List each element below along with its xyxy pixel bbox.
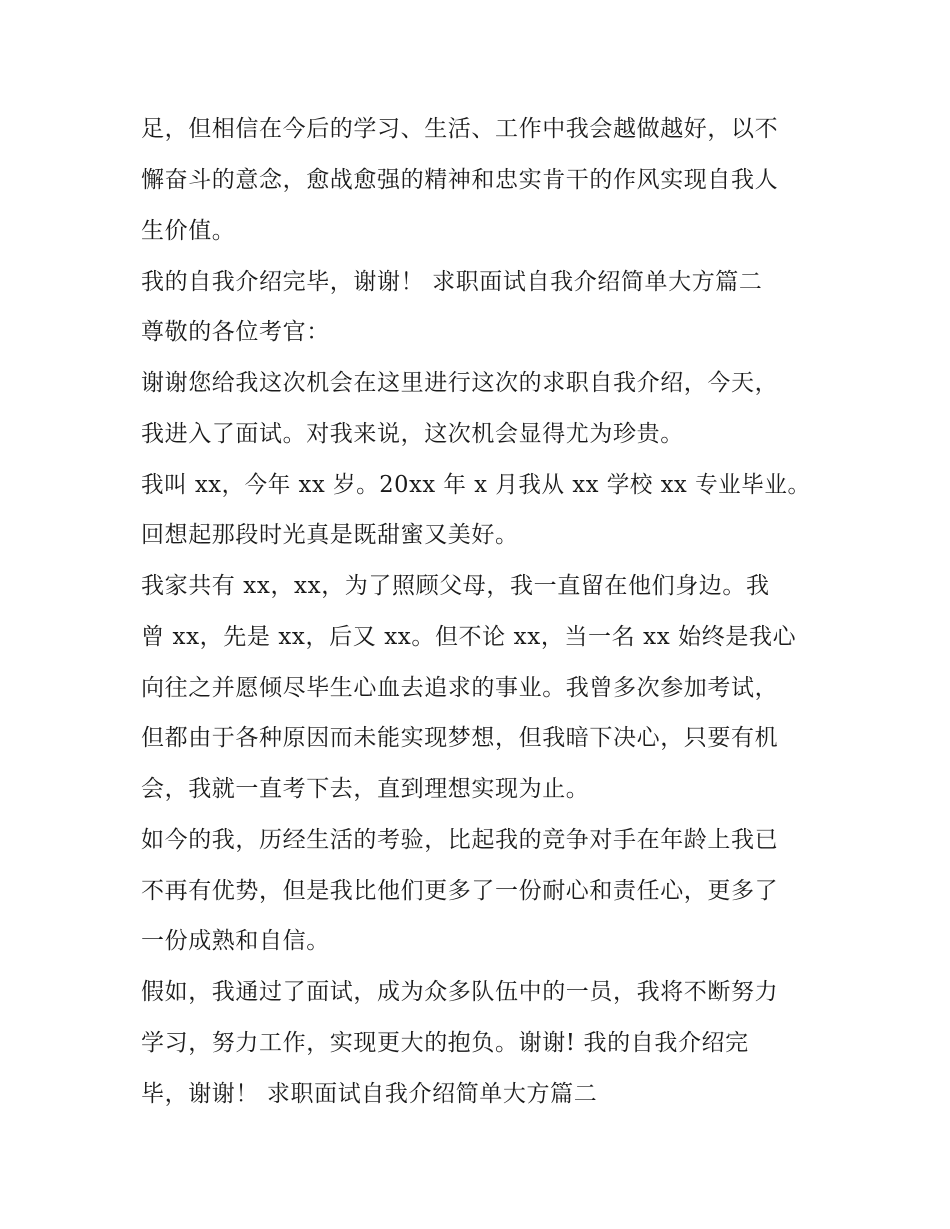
text-line: 不再有优势，但是我比他们更多了一份耐心和责任心，更多了 (141, 878, 779, 904)
text-line: 生价值。 (141, 218, 236, 244)
text-line: 尊敬的各位考官： (141, 319, 330, 345)
text-line: 曾 xx，先是 xx，后又 xx。但不论 xx，当一名 xx 始终是我心 (141, 624, 797, 650)
text-line: 毕，谢谢！ 求职面试自我介绍简单大方篇二 (141, 1081, 598, 1107)
text-line: 我叫 xx，今年 xx 岁。20xx 年 x 月我从 xx 学校 xx 专业毕业。 (141, 472, 811, 498)
text-line: 学习，努力工作，实现更大的抱负。谢谢! 我的自我介绍完 (141, 1030, 749, 1056)
text-line: 如今的我，历经生活的考验，比起我的竞争对手在年龄上我已 (141, 827, 779, 853)
text-line: 懈奋斗的意念，愈战愈强的精神和忠实肯干的作风实现自我人 (141, 167, 779, 193)
text-line: 回想起那段时光真是既甜蜜又美好。 (141, 522, 519, 548)
text-line: 但都由于各种原因而未能实现梦想，但我暗下决心，只要有机 (141, 725, 779, 751)
text-line: 向往之并愿倾尽毕生心血去追求的事业。我曾多次参加考试， (141, 675, 779, 701)
text-line: 我家共有 xx，xx，为了照顾父母，我一直留在他们身边。我 (141, 573, 770, 599)
text-line: 会，我就一直考下去，直到理想实现为止。 (141, 776, 590, 802)
text-line: 我的自我介绍完毕，谢谢！ 求职面试自我介绍简单大方篇二 (141, 269, 763, 295)
text-line: 足，但相信在今后的学习、生活、工作中我会越做越好，以不 (141, 116, 779, 142)
text-line: 假如，我通过了面试，成为众多队伍中的一员，我将不断努力 (141, 979, 779, 1005)
text-line: 我进入了面试。对我来说，这次机会显得尤为珍贵。 (141, 421, 684, 447)
text-line: 谢谢您给我这次机会在这里进行这次的求职自我介绍，今天， (141, 370, 779, 396)
text-line: 一份成熟和自信。 (141, 928, 330, 954)
